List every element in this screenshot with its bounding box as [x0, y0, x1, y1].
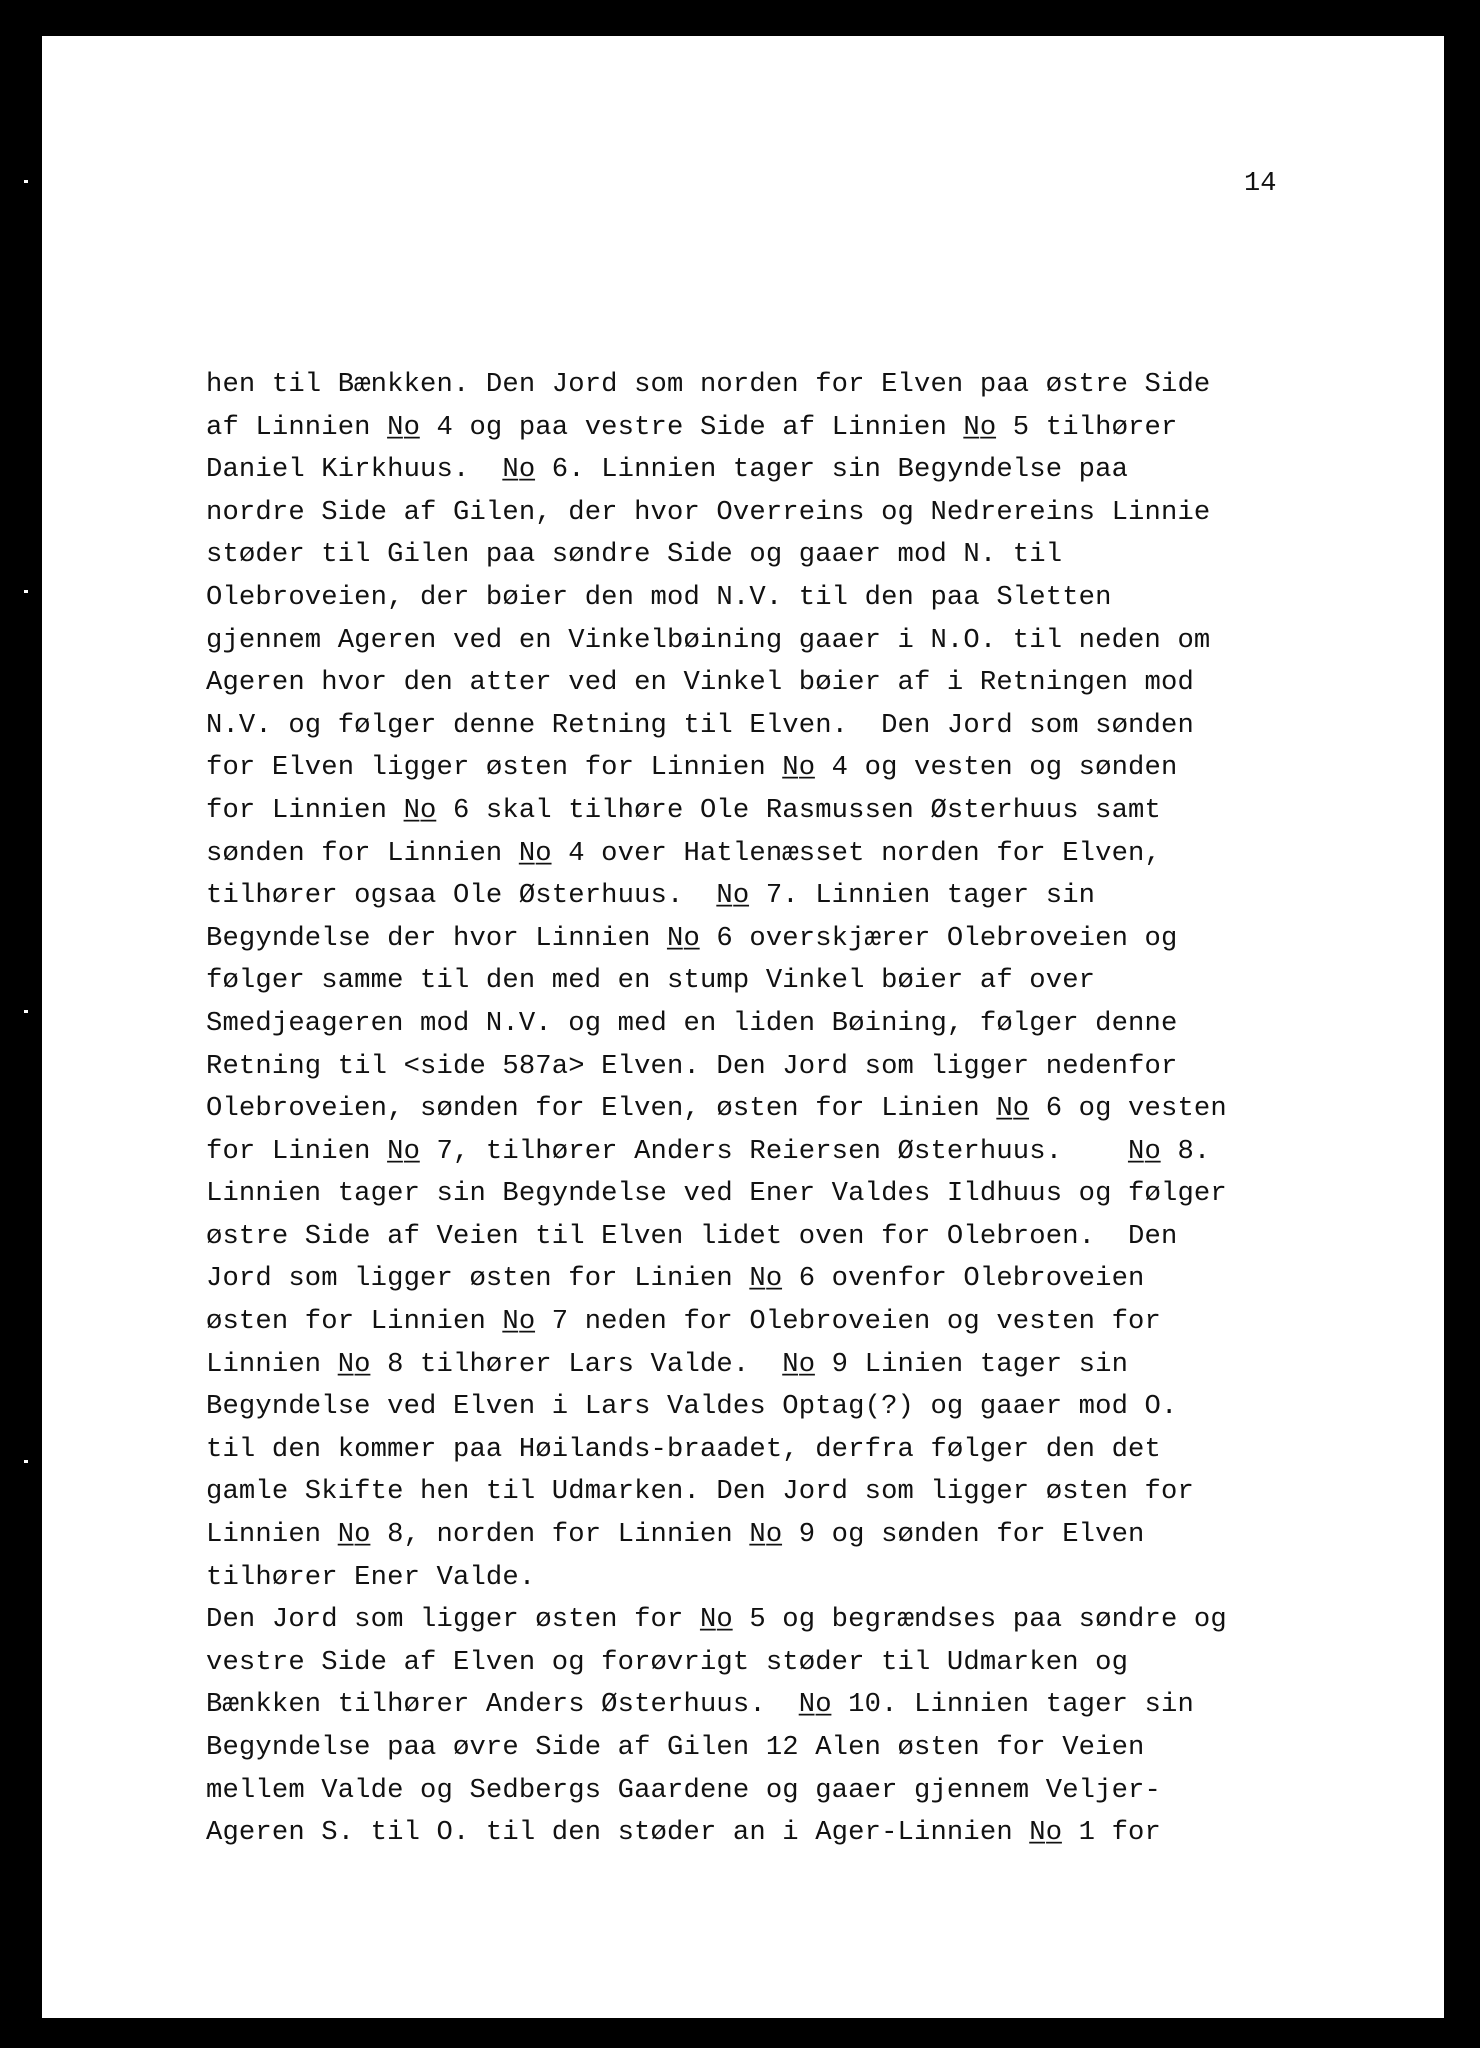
text-line: for Linnien N̲o̲ 6 skal tilhøre Ole Rasmussen Østerhuus samt [206, 794, 1161, 826]
text-line: Linnien N̲o̲ 8, norden for Linnien N̲o̲ 9 og sønden for Elven [206, 1519, 1145, 1551]
text-line: Den Jord som ligger østen for N̲o̲ 5 og begrændses paa søndre og [206, 1604, 1227, 1636]
text-line: Smedjeageren mod N.V. og med en liden Bøining, følger denne [206, 1007, 1178, 1039]
text-line: Ageren hvor den atter ved en Vinkel bøier af i Retningen mod [206, 667, 1194, 699]
text-line: Linnien N̲o̲ 8 tilhører Lars Valde. N̲o̲ 9 Linien tager sin [206, 1348, 1129, 1380]
scan-edge-mark [24, 1010, 28, 1013]
text-line: vestre Side af Elven og forøvrigt støder til Udmarken og [206, 1646, 1129, 1678]
text-line: Begyndelse ved Elven i Lars Valdes Optag(?) og gaaer mod O. [206, 1391, 1178, 1423]
text-line: gjennem Ageren ved en Vinkelbøining gaaer i N.O. til neden om [206, 624, 1211, 656]
text-line: sønden for Linnien N̲o̲ 4 over Hatlenæsset norden for Elven, [206, 837, 1161, 869]
text-line: tilhører Ener Valde. [206, 1561, 536, 1593]
text-line: Ageren S. til O. til den støder an i Ager-Linnien N̲o̲ 1 for [206, 1817, 1161, 1849]
text-line: Daniel Kirkhuus. N̲o̲ 6. Linnien tager sin Begyndelse paa [206, 454, 1129, 486]
text-line: tilhører ogsaa Ole Østerhuus. N̲o̲ 7. Linnien tager sin [206, 880, 1096, 912]
text-line: Jord som ligger østen for Linien N̲o̲ 6 ovenfor Olebroveien [206, 1263, 1145, 1295]
text-line: Begyndelse der hvor Linnien N̲o̲ 6 overskjærer Olebroveien og [206, 922, 1178, 954]
text-line: Begyndelse paa øvre Side af Gilen 12 Alen østen for Veien [206, 1732, 1145, 1763]
text-line: mellem Valde og Sedbergs Gaardene og gaaer gjennem Veljer- [206, 1774, 1161, 1806]
text-line: for Linien N̲o̲ 7, tilhører Anders Reiersen Østerhuus. N̲o̲ 8. [206, 1135, 1211, 1167]
scan-edge-mark [24, 590, 28, 593]
text-line: Olebroveien, der bøier den mod N.V. til den paa Sletten [206, 581, 1112, 613]
text-line: støder til Gilen paa søndre Side og gaaer mod N. til [206, 539, 1063, 571]
text-line: Bænkken tilhører Anders Østerhuus. N̲o̲ 10. Linnien tager sin [206, 1689, 1194, 1721]
text-line: østen for Linnien N̲o̲ 7 neden for Olebroveien og vesten for [206, 1306, 1161, 1338]
text-line: østre Side af Veien til Elven lidet oven for Olebroen. Den [206, 1220, 1178, 1252]
page-number: 14 [1244, 169, 1277, 199]
text-line: for Elven ligger østen for Linnien N̲o̲ 4 og vesten og sønden [206, 752, 1178, 784]
text-line: gamle Skifte hen til Udmarken. Den Jord som ligger østen for [206, 1476, 1194, 1508]
text-line: følger samme til den med en stump Vinkel bøier af over [206, 965, 1096, 997]
text-line: nordre Side af Gilen, der hvor Overreins og Nedrereins Linnie [206, 496, 1211, 528]
text-line: hen til Bænkken. Den Jord som norden for Elven paa østre Side [206, 369, 1211, 400]
text-line: af Linnien N̲o̲ 4 og paa vestre Side af Linnien N̲o̲ 5 tilhører [206, 411, 1178, 443]
text-line: Linnien tager sin Begyndelse ved Ener Valdes Ildhuus og følger [206, 1178, 1227, 1210]
text-line: N.V. og følger denne Retning til Elven. Den Jord som sønden [206, 709, 1194, 741]
document-body-text [206, 364, 1306, 1855]
text-line: til den kommer paa Høilands-braadet, derfra følger den det [206, 1433, 1161, 1465]
scan-edge-mark [24, 1460, 28, 1463]
scan-edge-mark [24, 180, 28, 183]
text-line: Olebroveien, sønden for Elven, østen for Linien N̲o̲ 6 og vesten [206, 1093, 1227, 1125]
text-line: Retning til <side 587a> Elven. Den Jord som ligger nedenfor [206, 1050, 1178, 1082]
